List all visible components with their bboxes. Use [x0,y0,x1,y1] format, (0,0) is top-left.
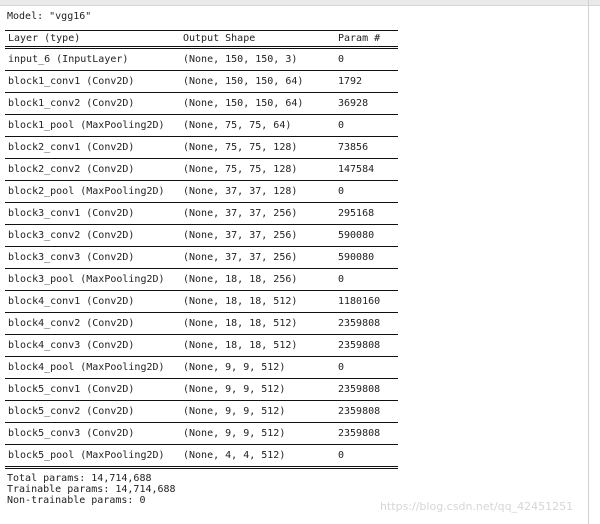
window-top-bar [0,0,600,6]
window-right-border [588,0,589,524]
table-bottom-rule [5,466,398,467]
row-output-shape: (None, 18, 18, 512) [183,318,298,329]
row-output-shape: (None, 37, 37, 256) [183,252,298,263]
table-row [5,49,398,71]
header-double-rule-top [5,46,398,47]
row-layer-type: block3_conv1 (Conv2D) [8,208,135,219]
table-row [5,335,398,357]
row-param-count: 1792 [338,76,363,87]
row-layer-type: block4_conv2 (Conv2D) [8,318,135,329]
model-name-line: Model: "vgg16" [7,11,92,22]
row-layer-type: block2_conv1 (Conv2D) [8,142,135,153]
row-layer-type: block4_pool (MaxPooling2D) [8,362,165,373]
table-row [5,225,398,247]
row-param-count: 0 [338,362,345,373]
trainable-params: Trainable params: 14,714,688 [7,484,176,495]
row-layer-type: block3_conv2 (Conv2D) [8,230,135,241]
row-layer-type: block2_conv2 (Conv2D) [8,164,135,175]
table-row [5,445,398,467]
row-param-count: 2359808 [338,384,381,395]
row-param-count: 0 [338,186,345,197]
row-layer-type: block3_conv3 (Conv2D) [8,252,135,263]
table-row [5,291,398,313]
row-output-shape: (None, 75, 75, 64) [183,120,292,131]
total-params: Total params: 14,714,688 [7,473,152,484]
row-layer-type: block1_conv1 (Conv2D) [8,76,135,87]
row-layer-type: block5_conv2 (Conv2D) [8,406,135,417]
row-layer-type: block3_pool (MaxPooling2D) [8,274,165,285]
table-row [5,401,398,423]
table-row [5,159,398,181]
table-row [5,115,398,137]
table-row [5,137,398,159]
table-row [5,181,398,203]
table-row [5,71,398,93]
row-output-shape: (None, 150, 150, 3) [183,54,298,65]
row-param-count: 295168 [338,208,375,219]
watermark-text: https://blog.csdn.net/qq_42451251 [380,500,574,513]
row-output-shape: (None, 9, 9, 512) [183,428,286,439]
row-output-shape: (None, 9, 9, 512) [183,406,286,417]
row-layer-type: block5_pool (MaxPooling2D) [8,450,165,461]
row-param-count: 2359808 [338,318,381,329]
table-row [5,357,398,379]
row-param-count: 2359808 [338,428,381,439]
row-output-shape: (None, 18, 18, 256) [183,274,298,285]
row-output-shape: (None, 37, 37, 256) [183,208,298,219]
row-output-shape: (None, 75, 75, 128) [183,142,298,153]
row-output-shape: (None, 150, 150, 64) [183,98,304,109]
table-row [5,269,398,291]
header-output-shape: Output Shape [183,33,256,44]
row-layer-type: block4_conv1 (Conv2D) [8,296,135,307]
row-param-count: 0 [338,54,345,65]
params-summary [7,473,176,506]
non-trainable-params: Non-trainable params: 0 [7,495,146,506]
row-param-count: 2359808 [338,340,381,351]
table-row [5,203,398,225]
table-row [5,313,398,335]
row-output-shape: (None, 18, 18, 512) [183,340,298,351]
row-layer-type: block2_pool (MaxPooling2D) [8,186,165,197]
table-row [5,247,398,269]
row-param-count: 36928 [338,98,369,109]
header-layer-type: Layer (type) [8,33,81,44]
row-param-count: 147584 [338,164,375,175]
row-output-shape: (None, 9, 9, 512) [183,362,286,373]
row-param-count: 1180160 [338,296,381,307]
row-output-shape: (None, 37, 37, 128) [183,186,298,197]
row-layer-type: input_6 (InputLayer) [8,54,129,65]
row-param-count: 590080 [338,252,375,263]
row-output-shape: (None, 150, 150, 64) [183,76,304,87]
row-layer-type: block1_pool (MaxPooling2D) [8,120,165,131]
row-output-shape: (None, 4, 4, 512) [183,450,286,461]
table-row [5,423,398,445]
row-output-shape: (None, 9, 9, 512) [183,384,286,395]
table-header [5,30,398,47]
table-bottom-rule-second [5,468,398,469]
row-param-count: 0 [338,450,345,461]
row-output-shape: (None, 18, 18, 512) [183,296,298,307]
row-output-shape: (None, 37, 37, 256) [183,230,298,241]
table-row [5,93,398,115]
row-layer-type: block5_conv1 (Conv2D) [8,384,135,395]
row-layer-type: block4_conv3 (Conv2D) [8,340,135,351]
table-row [5,379,398,401]
row-layer-type: block5_conv3 (Conv2D) [8,428,135,439]
header-param-count: Param # [338,33,381,44]
row-param-count: 73856 [338,142,369,153]
row-output-shape: (None, 75, 75, 128) [183,164,298,175]
row-param-count: 0 [338,120,345,131]
row-param-count: 2359808 [338,406,381,417]
row-param-count: 0 [338,274,345,285]
row-param-count: 590080 [338,230,375,241]
row-layer-type: block1_conv2 (Conv2D) [8,98,135,109]
